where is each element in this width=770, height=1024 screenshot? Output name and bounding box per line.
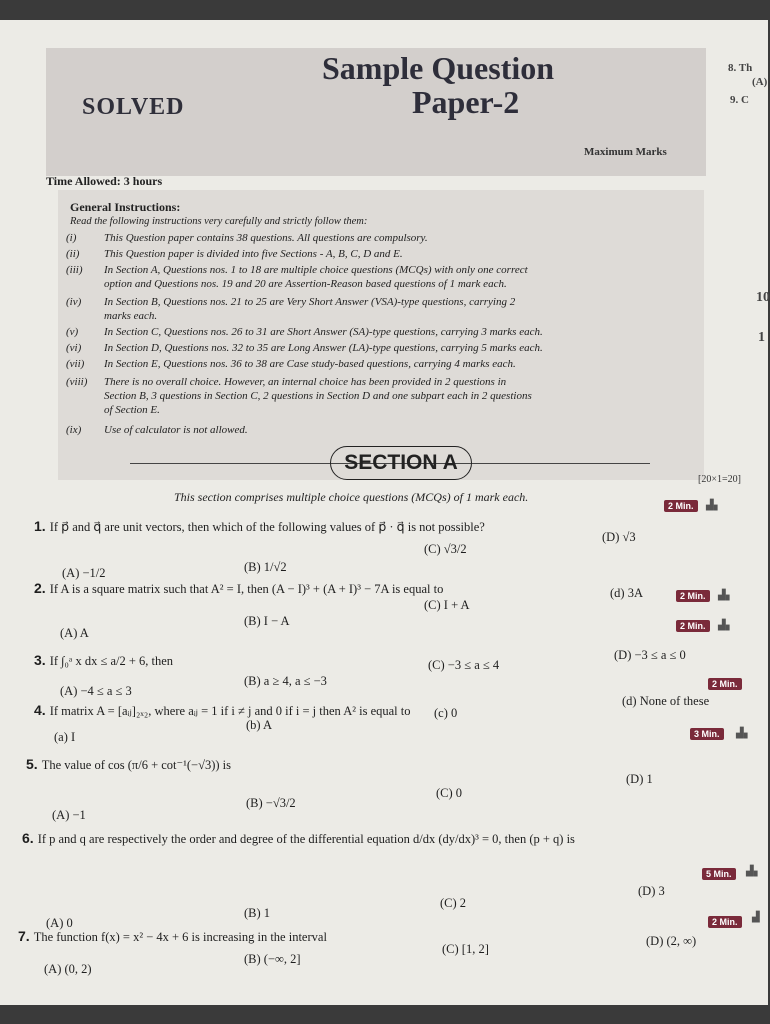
- option-a: (A) (0, 2): [44, 962, 92, 976]
- document-page: [0, 20, 768, 1005]
- instruction-item: (ii) This Question paper is divided into five Sections - A, B, C, D and E.: [66, 248, 403, 260]
- difficulty-icon: ▟▖: [718, 620, 734, 631]
- time-badge: 2 Min.: [708, 916, 742, 928]
- option-a: (A) 0: [46, 916, 73, 930]
- difficulty-icon: ▟▖: [718, 590, 734, 601]
- time-badge: 5 Min.: [702, 868, 736, 880]
- option-b: (b) A: [246, 718, 273, 732]
- option-d: (D) (2, ∞): [646, 934, 697, 948]
- option-a: (A) A: [60, 626, 89, 640]
- time-badge: 3 Min.: [690, 728, 724, 740]
- side-fragment: 10: [756, 290, 770, 305]
- section-title: SECTION A: [330, 446, 472, 480]
- option-a: (A) −1/2: [62, 566, 106, 580]
- question-5: 5. The value of cos (π/6 + cot⁻¹(−√3)) is: [26, 756, 231, 772]
- instructions-heading: General Instructions:: [70, 200, 181, 214]
- side-fragment: 1: [758, 330, 765, 345]
- option-d: (D) −3 ≤ a ≤ 0: [614, 648, 686, 662]
- option-d: (D) 3: [638, 884, 665, 898]
- instruction-item: Section B, 3 questions in Section C, 2 questions in Section D and one subpart each in 2 questions: [104, 390, 532, 402]
- instruction-item: marks each.: [104, 310, 158, 322]
- question-4: 4. If matrix A = [aᵢⱼ]₂ₓ₂, where aᵢⱼ = 1 if i ≠ j and 0 if i = j then A² is equal to: [34, 702, 411, 718]
- option-b: (B) −√3/2: [246, 796, 296, 810]
- time-badge: 2 Min.: [676, 620, 710, 632]
- option-c: (C) I + A: [424, 598, 470, 612]
- option-c: (c) 0: [434, 706, 458, 720]
- option-c: (C) √3/2: [424, 542, 467, 556]
- option-b: (B) 1: [244, 906, 271, 920]
- time-badge: 2 Min.: [676, 590, 710, 602]
- question-7: 7. The function f(x) = x² − 4x + 6 is increasing in the interval: [18, 928, 327, 944]
- option-a: (A) −4 ≤ a ≤ 3: [60, 684, 132, 698]
- difficulty-icon: ▟▖: [746, 866, 762, 877]
- question-3: 3. If ∫₀ᵃ x dx ≤ a/2 + 6, then: [34, 652, 174, 668]
- option-b: (B) 1/√2: [244, 560, 287, 574]
- option-c: (C) 0: [436, 786, 463, 800]
- difficulty-icon: ▟: [752, 912, 760, 923]
- difficulty-icon: ▟▖: [736, 728, 752, 739]
- instruction-item: (vi) In Section D, Questions nos. 32 to 35 are Long Answer (LA)-type questions, carrying 5 marks each.: [66, 342, 543, 354]
- option-a: (A) −1: [52, 808, 86, 822]
- option-b: (B) (−∞, 2]: [244, 952, 301, 966]
- option-d: (d) None of these: [622, 694, 710, 708]
- side-fragment: (A): [752, 76, 768, 88]
- section-description: This section comprises multiple choice questions (MCQs) of 1 mark each.: [174, 490, 529, 504]
- question-2: 2. If A is a square matrix such that A² = I, then (A − I)³ + (A + I)³ − 7A is equal to: [34, 580, 444, 596]
- max-marks: Maximum Marks: [584, 146, 667, 158]
- instruction-item: option and Questions nos. 19 and 20 are Assertion-Reason based questions of 1 mark each.: [104, 278, 507, 290]
- time-allowed: Time Allowed: 3 hours: [46, 174, 163, 188]
- section-marks: [20×1=20]: [698, 474, 741, 485]
- instructions-subheading: Read the following instructions very carefully and strictly follow them:: [70, 216, 368, 227]
- question-6: 6. If p and q are respectively the order and degree of the differential equation d/dx (dy/dx)³ = 0, then (p + q) is: [22, 830, 575, 846]
- instruction-item: (vii) In Section E, Questions nos. 36 to 38 are Case study-based questions, carrying 4 marks each.: [66, 358, 516, 370]
- side-fragment: 8. Th: [728, 62, 753, 74]
- instruction-item: (iv) In Section B, Questions nos. 21 to 25 are Very Short Answer (VSA)-type questions, carrying 2: [66, 296, 516, 308]
- question-1: 1. If p⃗ and q⃗ are unit vectors, then which of the following values of p⃗ · q⃗ is not possible?: [34, 518, 485, 534]
- instruction-item: (i) This Question paper contains 38 questions. All questions are compulsory.: [66, 232, 428, 244]
- instruction-item: of Section E.: [104, 404, 160, 416]
- option-d: (D) 1: [626, 772, 653, 786]
- side-fragment: 9. C: [730, 94, 749, 106]
- instruction-item: (v) In Section C, Questions nos. 26 to 31 are Short Answer (SA)-type questions, carrying 3 marks each.: [66, 326, 543, 338]
- paper-title-line1: Sample Question: [322, 50, 555, 86]
- option-c: (C) [1, 2]: [442, 942, 489, 956]
- solved-label: SOLVED: [82, 94, 185, 120]
- option-c: (C) 2: [440, 896, 467, 910]
- time-badge: 2 Min.: [708, 678, 742, 690]
- instruction-item: (viii) There is no overall choice. However, an internal choice has been provided in 2 questions in: [66, 376, 507, 388]
- instruction-item: (iii) In Section A, Questions nos. 1 to 18 are multiple choice questions (MCQs) with only one correct: [66, 264, 528, 276]
- option-d: (D) √3: [602, 530, 636, 544]
- paper-title-line2: Paper-2: [412, 84, 520, 120]
- option-c: (C) −3 ≤ a ≤ 4: [428, 658, 500, 672]
- time-badge: 2 Min.: [664, 500, 698, 512]
- option-a: (a) I: [54, 730, 76, 744]
- option-b: (B) I − A: [244, 614, 290, 628]
- instruction-item: (ix) Use of calculator is not allowed.: [66, 424, 248, 436]
- option-b: (B) a ≥ 4, a ≤ −3: [244, 674, 327, 688]
- option-d: (d) 3A: [610, 586, 643, 600]
- difficulty-icon: ▟▖: [706, 500, 722, 511]
